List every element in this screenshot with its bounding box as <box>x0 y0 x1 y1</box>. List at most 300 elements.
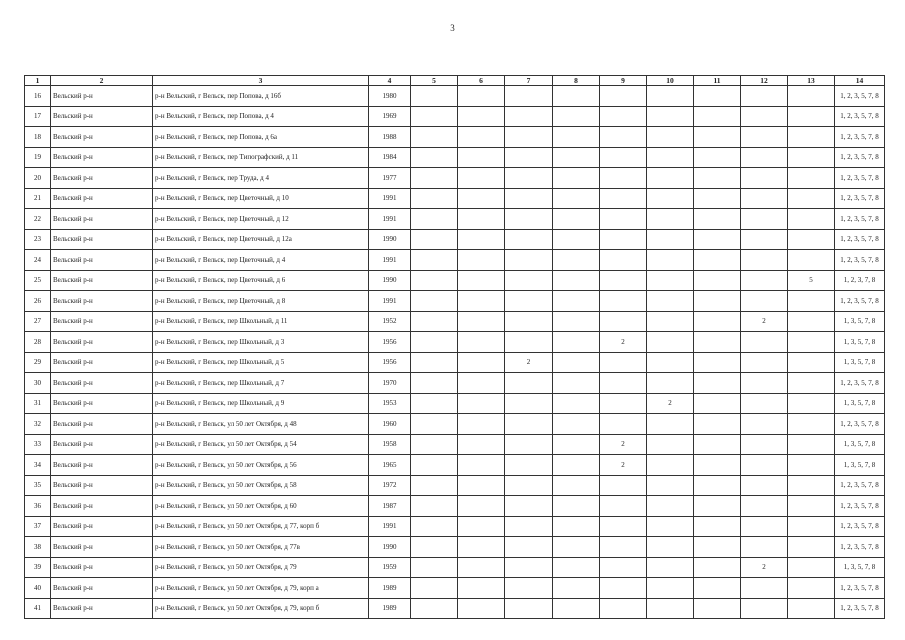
column-header-14: 14 <box>835 76 885 86</box>
table-cell <box>647 311 694 332</box>
table-cell: р-н Вельский, г Вельск, ул 50 лет Октября, д 79, корп а <box>153 578 369 599</box>
table-cell <box>788 434 835 455</box>
table-cell <box>788 393 835 414</box>
table-cell <box>505 373 553 394</box>
table-cell: Вельский р-н <box>51 455 153 476</box>
table-cell: 32 <box>25 414 51 435</box>
table-cell <box>458 147 505 168</box>
table-cell: Вельский р-н <box>51 414 153 435</box>
table-cell <box>694 250 741 271</box>
table-cell <box>553 352 600 373</box>
table-cell <box>600 127 647 148</box>
table-cell: 1, 2, 3, 5, 7, 8 <box>835 147 885 168</box>
table-cell <box>600 250 647 271</box>
table-cell: Вельский р-н <box>51 598 153 619</box>
table-cell <box>553 455 600 476</box>
table-cell: Вельский р-н <box>51 168 153 189</box>
table-cell <box>505 496 553 517</box>
table-cell <box>458 106 505 127</box>
table-cell <box>600 311 647 332</box>
table-cell: р-н Вельский, г Вельск, ул 50 лет Октября, д 79, корп б <box>153 598 369 619</box>
table-cell <box>600 168 647 189</box>
table-cell <box>694 86 741 107</box>
table-cell: 20 <box>25 168 51 189</box>
table-cell <box>553 311 600 332</box>
table-cell <box>411 250 458 271</box>
table-cell <box>505 393 553 414</box>
table-cell: Вельский р-н <box>51 106 153 127</box>
table-cell <box>788 578 835 599</box>
table-cell: Вельский р-н <box>51 250 153 271</box>
table-cell: 1, 2, 3, 5, 7, 8 <box>835 537 885 558</box>
table-cell <box>458 250 505 271</box>
table-cell <box>647 414 694 435</box>
table-cell: 1, 2, 3, 5, 7, 8 <box>835 127 885 148</box>
table-cell: 1990 <box>369 229 411 250</box>
table-cell <box>788 332 835 353</box>
table-cell: 1, 2, 3, 5, 7, 8 <box>835 168 885 189</box>
table-cell: 2 <box>741 311 788 332</box>
table-cell <box>505 311 553 332</box>
table-cell: Вельский р-н <box>51 188 153 209</box>
table-cell: р-н Вельский, г Вельск, пер Цветочный, д 6 <box>153 270 369 291</box>
table-cell <box>600 598 647 619</box>
table-cell: 1956 <box>369 352 411 373</box>
table-cell <box>411 434 458 455</box>
table-cell: 1, 2, 3, 5, 7, 8 <box>835 250 885 271</box>
table-cell <box>694 598 741 619</box>
table-row <box>25 127 885 148</box>
table-cell <box>553 106 600 127</box>
column-header-11: 11 <box>694 76 741 86</box>
table-cell: Вельский р-н <box>51 127 153 148</box>
table-cell <box>694 434 741 455</box>
table-cell: 34 <box>25 455 51 476</box>
table-cell: 1, 2, 3, 5, 7, 8 <box>835 188 885 209</box>
table-cell <box>788 209 835 230</box>
table-cell <box>694 147 741 168</box>
table-cell: р-н Вельский, г Вельск, пер Цветочный, д 4 <box>153 250 369 271</box>
table-cell <box>741 496 788 517</box>
table-cell <box>694 209 741 230</box>
table-cell: 2 <box>741 557 788 578</box>
table-cell: 1, 2, 3, 5, 7, 8 <box>835 229 885 250</box>
table-cell <box>741 250 788 271</box>
table-row <box>25 393 885 414</box>
table-cell <box>694 414 741 435</box>
table-cell: 1991 <box>369 188 411 209</box>
table-cell: 1956 <box>369 332 411 353</box>
table-cell <box>505 516 553 537</box>
table-cell <box>600 291 647 312</box>
table-cell <box>553 537 600 558</box>
table-cell <box>647 373 694 394</box>
table-cell <box>788 86 835 107</box>
table-cell: р-н Вельский, г Вельск, ул 50 лет Октября, д 79 <box>153 557 369 578</box>
table-cell: р-н Вельский, г Вельск, пер Школьный, д 5 <box>153 352 369 373</box>
table-cell: 1, 2, 3, 5, 7, 8 <box>835 291 885 312</box>
table-cell <box>647 578 694 599</box>
table-cell <box>553 598 600 619</box>
header-row <box>25 76 885 86</box>
table-row <box>25 578 885 599</box>
table-cell <box>741 86 788 107</box>
table-cell <box>505 127 553 148</box>
table-cell: 1, 3, 5, 7, 8 <box>835 311 885 332</box>
table-cell <box>647 434 694 455</box>
table-cell <box>694 557 741 578</box>
table-cell <box>553 127 600 148</box>
table-cell: 27 <box>25 311 51 332</box>
table-cell <box>788 373 835 394</box>
table-cell: р-н Вельский, г Вельск, пер Цветочный, д 12а <box>153 229 369 250</box>
table-cell: 19 <box>25 147 51 168</box>
table-cell <box>788 188 835 209</box>
table-cell: р-н Вельский, г Вельск, ул 50 лет Октября, д 77в <box>153 537 369 558</box>
column-header-3: 3 <box>153 76 369 86</box>
table-cell: 1991 <box>369 250 411 271</box>
table-cell <box>600 373 647 394</box>
table-cell <box>553 270 600 291</box>
table-cell <box>458 598 505 619</box>
table-cell: р-н Вельский, г Вельск, ул 50 лет Октября, д 77, корп б <box>153 516 369 537</box>
table-cell <box>647 332 694 353</box>
table-row <box>25 434 885 455</box>
table-cell <box>788 106 835 127</box>
table-cell <box>741 578 788 599</box>
table-cell <box>694 373 741 394</box>
table-cell <box>741 434 788 455</box>
table-cell <box>411 496 458 517</box>
column-header-10: 10 <box>647 76 694 86</box>
table-cell <box>411 393 458 414</box>
table-cell <box>741 188 788 209</box>
table-cell <box>647 537 694 558</box>
table-cell <box>788 229 835 250</box>
table-cell: 29 <box>25 352 51 373</box>
table-cell <box>694 270 741 291</box>
table-cell <box>553 168 600 189</box>
table-cell <box>788 147 835 168</box>
table-cell <box>553 209 600 230</box>
table-cell: 1, 2, 3, 5, 7, 8 <box>835 373 885 394</box>
table-cell <box>411 414 458 435</box>
table-cell <box>788 537 835 558</box>
table-cell <box>458 209 505 230</box>
table-cell <box>788 414 835 435</box>
table-cell: р-н Вельский, г Вельск, пер Школьный, д 9 <box>153 393 369 414</box>
table-cell: 28 <box>25 332 51 353</box>
table-cell: 1990 <box>369 270 411 291</box>
table-cell <box>553 578 600 599</box>
table-cell <box>600 475 647 496</box>
table-cell <box>411 332 458 353</box>
table-cell: 36 <box>25 496 51 517</box>
table-row <box>25 147 885 168</box>
table-cell <box>411 537 458 558</box>
table-cell: Вельский р-н <box>51 352 153 373</box>
table-cell <box>505 332 553 353</box>
table-cell <box>505 147 553 168</box>
table-cell <box>505 270 553 291</box>
table-cell <box>647 168 694 189</box>
table-cell <box>505 291 553 312</box>
table-cell <box>694 106 741 127</box>
table-cell <box>694 127 741 148</box>
table-cell: 1991 <box>369 209 411 230</box>
table-cell <box>694 332 741 353</box>
table-cell: 1, 2, 3, 5, 7, 8 <box>835 496 885 517</box>
table-cell <box>788 475 835 496</box>
table-cell: 37 <box>25 516 51 537</box>
table-cell <box>553 434 600 455</box>
table-cell: Вельский р-н <box>51 516 153 537</box>
table-cell <box>694 455 741 476</box>
table-cell <box>411 188 458 209</box>
table-cell <box>505 168 553 189</box>
table-cell: Вельский р-н <box>51 496 153 517</box>
column-header-12: 12 <box>741 76 788 86</box>
table-cell <box>694 311 741 332</box>
table-cell <box>694 516 741 537</box>
table-cell <box>505 557 553 578</box>
table-cell <box>694 578 741 599</box>
table-cell: 22 <box>25 209 51 230</box>
table-cell: 1, 3, 5, 7, 8 <box>835 352 885 373</box>
table-cell <box>458 516 505 537</box>
table-row <box>25 352 885 373</box>
table-cell: 1952 <box>369 311 411 332</box>
table-cell <box>788 516 835 537</box>
table-cell <box>741 598 788 619</box>
table-cell <box>600 414 647 435</box>
table-cell: р-н Вельский, г Вельск, пер Школьный, д 11 <box>153 311 369 332</box>
table-cell <box>788 127 835 148</box>
table-cell: Вельский р-н <box>51 434 153 455</box>
table-cell <box>458 537 505 558</box>
table-cell <box>553 496 600 517</box>
column-header-13: 13 <box>788 76 835 86</box>
table-cell: 1960 <box>369 414 411 435</box>
column-header-6: 6 <box>458 76 505 86</box>
table-cell: 2 <box>600 332 647 353</box>
table-cell <box>553 188 600 209</box>
table-cell <box>553 414 600 435</box>
table-cell <box>411 291 458 312</box>
table-cell: 18 <box>25 127 51 148</box>
table-cell <box>553 557 600 578</box>
table-cell <box>788 291 835 312</box>
table-cell <box>741 147 788 168</box>
table-cell <box>694 393 741 414</box>
table-cell: Вельский р-н <box>51 209 153 230</box>
table-cell: Вельский р-н <box>51 332 153 353</box>
table-cell <box>647 352 694 373</box>
table-cell <box>741 537 788 558</box>
table-cell: 1, 2, 3, 5, 7, 8 <box>835 578 885 599</box>
table-cell <box>458 229 505 250</box>
table-cell <box>505 475 553 496</box>
table-cell <box>788 250 835 271</box>
table-cell <box>411 557 458 578</box>
table-cell <box>600 86 647 107</box>
table-cell <box>458 188 505 209</box>
column-header-5: 5 <box>411 76 458 86</box>
table-cell: 40 <box>25 578 51 599</box>
table-cell: 2 <box>647 393 694 414</box>
table-cell: 1989 <box>369 578 411 599</box>
table-cell <box>741 168 788 189</box>
table-cell <box>458 434 505 455</box>
table-cell: 1989 <box>369 598 411 619</box>
table-cell: Вельский р-н <box>51 311 153 332</box>
table-cell: Вельский р-н <box>51 557 153 578</box>
table-cell: 31 <box>25 393 51 414</box>
table-cell <box>411 147 458 168</box>
table-row <box>25 311 885 332</box>
table-cell <box>505 434 553 455</box>
table-cell: 1, 3, 5, 7, 8 <box>835 455 885 476</box>
table-cell <box>741 516 788 537</box>
table-row <box>25 332 885 353</box>
table-cell: 1953 <box>369 393 411 414</box>
table-cell <box>600 188 647 209</box>
table-cell: 1969 <box>369 106 411 127</box>
table-cell <box>647 598 694 619</box>
table-cell: 1, 2, 3, 5, 7, 8 <box>835 475 885 496</box>
table-row <box>25 291 885 312</box>
table-cell <box>647 147 694 168</box>
table-row <box>25 250 885 271</box>
table-cell <box>505 106 553 127</box>
table-row <box>25 537 885 558</box>
table-cell <box>647 229 694 250</box>
table-cell: 1970 <box>369 373 411 394</box>
table-cell <box>505 455 553 476</box>
table-cell <box>647 291 694 312</box>
table-row <box>25 475 885 496</box>
column-header-9: 9 <box>600 76 647 86</box>
table-cell: 1, 2, 3, 5, 7, 8 <box>835 209 885 230</box>
table-cell: Вельский р-н <box>51 229 153 250</box>
table-cell: 1980 <box>369 86 411 107</box>
table-cell <box>741 332 788 353</box>
table-cell: р-н Вельский, г Вельск, ул 50 лет Октября, д 60 <box>153 496 369 517</box>
table-cell: 1958 <box>369 434 411 455</box>
table-cell <box>553 147 600 168</box>
table-cell <box>694 537 741 558</box>
table-cell <box>694 475 741 496</box>
table-cell <box>458 496 505 517</box>
table-cell <box>647 250 694 271</box>
table-cell: 1, 3, 5, 7, 8 <box>835 393 885 414</box>
table-cell: 26 <box>25 291 51 312</box>
table-cell <box>788 598 835 619</box>
table-cell <box>411 209 458 230</box>
column-header-4: 4 <box>369 76 411 86</box>
table-cell: р-н Вельский, г Вельск, ул 50 лет Октября, д 58 <box>153 475 369 496</box>
table-cell: р-н Вельский, г Вельск, ул 50 лет Октября, д 48 <box>153 414 369 435</box>
table-cell <box>553 393 600 414</box>
table-cell <box>600 393 647 414</box>
table-cell <box>458 557 505 578</box>
table-cell: Вельский р-н <box>51 578 153 599</box>
table-cell <box>788 557 835 578</box>
table-cell <box>647 270 694 291</box>
table-cell: 41 <box>25 598 51 619</box>
table-cell: 1991 <box>369 516 411 537</box>
table-cell <box>411 455 458 476</box>
table-cell: р-н Вельский, г Вельск, пер Попова, д 16б <box>153 86 369 107</box>
table-cell <box>600 537 647 558</box>
table-cell <box>647 475 694 496</box>
table-cell: 1959 <box>369 557 411 578</box>
table-cell <box>411 229 458 250</box>
table-cell: 1, 2, 3, 7, 8 <box>835 270 885 291</box>
table-cell <box>553 291 600 312</box>
table-cell <box>411 86 458 107</box>
table-cell <box>788 168 835 189</box>
table-cell <box>411 598 458 619</box>
table-cell <box>741 270 788 291</box>
table-cell <box>505 209 553 230</box>
table-cell: 25 <box>25 270 51 291</box>
table-cell <box>458 291 505 312</box>
table-cell: 1990 <box>369 537 411 558</box>
table-row <box>25 229 885 250</box>
table-cell <box>788 496 835 517</box>
table-cell: р-н Вельский, г Вельск, пер Школьный, д 3 <box>153 332 369 353</box>
table-cell: 2 <box>600 455 647 476</box>
table-cell <box>553 475 600 496</box>
table-cell <box>741 127 788 148</box>
table-cell <box>505 250 553 271</box>
table-cell <box>741 455 788 476</box>
table-cell <box>458 270 505 291</box>
table-row <box>25 106 885 127</box>
table-cell: 16 <box>25 86 51 107</box>
table-cell <box>411 373 458 394</box>
table-cell: 17 <box>25 106 51 127</box>
table-cell <box>694 496 741 517</box>
table-cell <box>458 127 505 148</box>
table-cell <box>647 188 694 209</box>
table-cell: р-н Вельский, г Вельск, пер Труда, д 4 <box>153 168 369 189</box>
table-cell <box>600 516 647 537</box>
table-cell <box>647 106 694 127</box>
table-cell: 39 <box>25 557 51 578</box>
table-row <box>25 414 885 435</box>
table-cell <box>411 270 458 291</box>
table-cell <box>694 229 741 250</box>
table-cell: Вельский р-н <box>51 475 153 496</box>
table-cell: Вельский р-н <box>51 291 153 312</box>
table-cell <box>741 229 788 250</box>
table-cell: р-н Вельский, г Вельск, ул 50 лет Октября, д 54 <box>153 434 369 455</box>
table-cell: р-н Вельский, г Вельск, пер Попова, д 4 <box>153 106 369 127</box>
table-row <box>25 86 885 107</box>
table-cell: 23 <box>25 229 51 250</box>
table-cell: 1987 <box>369 496 411 517</box>
table-row <box>25 270 885 291</box>
table-cell: р-н Вельский, г Вельск, пер Цветочный, д 8 <box>153 291 369 312</box>
table-cell <box>458 393 505 414</box>
table-cell: 1, 2, 3, 5, 7, 8 <box>835 86 885 107</box>
table-cell: р-н Вельский, г Вельск, пер Цветочный, д 12 <box>153 209 369 230</box>
table-row <box>25 168 885 189</box>
table-cell: 33 <box>25 434 51 455</box>
table-cell <box>694 188 741 209</box>
